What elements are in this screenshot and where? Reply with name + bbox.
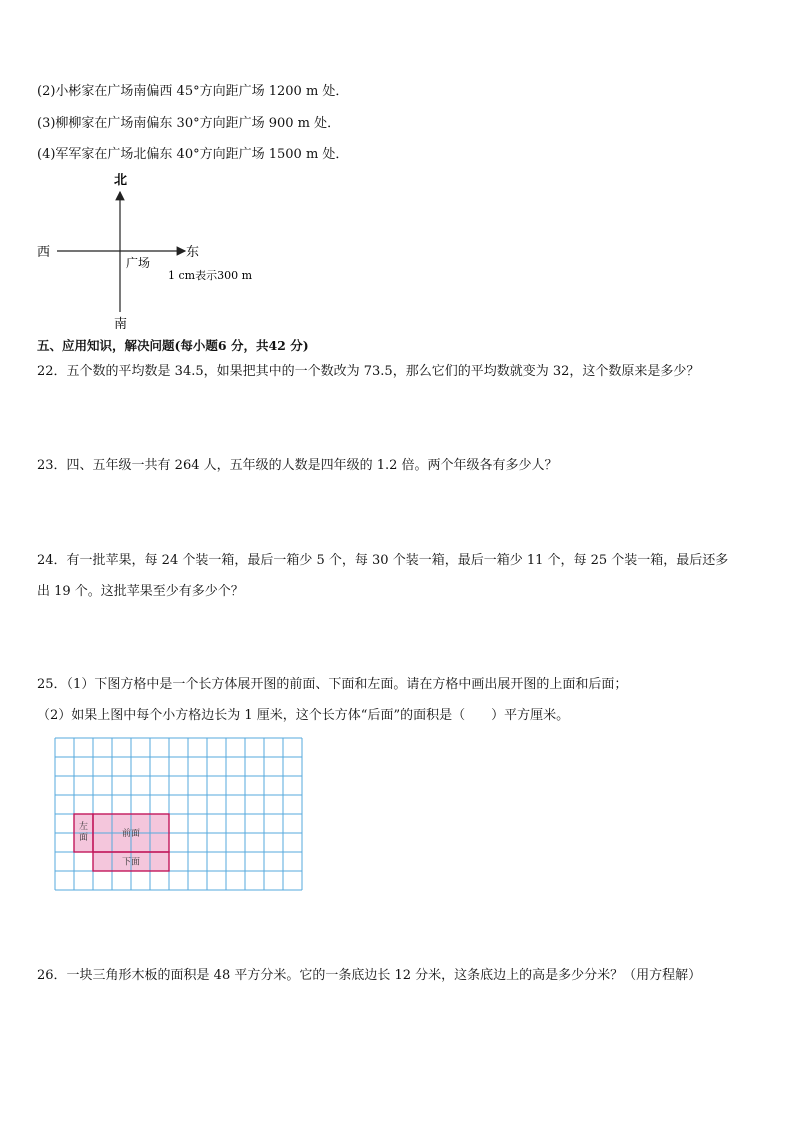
section-title: 五、应用知识，解决问题(每小题6 分，共42 分): [37, 338, 309, 353]
grid-figure: [53, 736, 303, 895]
question-24-line1: 24．有一批苹果，每 24 个装一箱，最后一箱少 5 个，每 30 个装一箱，最后一箱少 11 个，每 25 个装一箱，最后还多: [37, 553, 729, 568]
east-label: 东: [186, 245, 200, 260]
direction-item-2: (2)小彬家在广场南偏西 45°方向距广场 1200 m 处．: [37, 84, 349, 99]
face-label-front: 前面: [121, 829, 141, 839]
question-24-line2: 出 19 个。这批苹果至少有多少个？: [37, 584, 244, 599]
question-25-line2: （2）如果上图中每个小方格边长为 1 厘米，这个长方体“后面”的面积是（ ）平方厘米。: [37, 708, 570, 723]
plaza-label: 广场: [126, 256, 151, 270]
face-label-bottom: 下面: [121, 857, 141, 868]
question-26: 26．一块三角形木板的面积是 48 平方分米。它的一条底边长 12 分米，这条底边上的高是多少分米？（用方程解）: [37, 968, 702, 983]
west-label: 西: [37, 245, 51, 260]
scale-label: 1 cm表示300 m: [168, 269, 253, 282]
square-grid: [53, 736, 303, 891]
question-23: 23．四、五年级一共有 264 人，五年级的人数是四年级的 1.2 倍。两个年级各有多少人？: [37, 458, 558, 473]
question-22: 22．五个数的平均数是 34.5，如果把其中的一个数改为 73.5，那么它们的平均数就变为 32，这个数原来是多少？: [37, 364, 700, 379]
face-label-left: 左面: [78, 822, 89, 843]
direction-item-4: (4)军军家在广场北偏东 40°方向距广场 1500 m 处．: [37, 147, 349, 162]
south-label: 南: [114, 317, 128, 332]
north-label: 北: [114, 173, 128, 188]
compass-diagram: [0, 0, 794, 340]
question-25-line1: 25．（1）下图方格中是一个长方体展开图的前面、下面和左面。请在方格中画出展开图的上面和后面；: [37, 677, 628, 692]
direction-item-3: (3)柳柳家在广场南偏东 30°方向距广场 900 m 处．: [37, 116, 341, 131]
